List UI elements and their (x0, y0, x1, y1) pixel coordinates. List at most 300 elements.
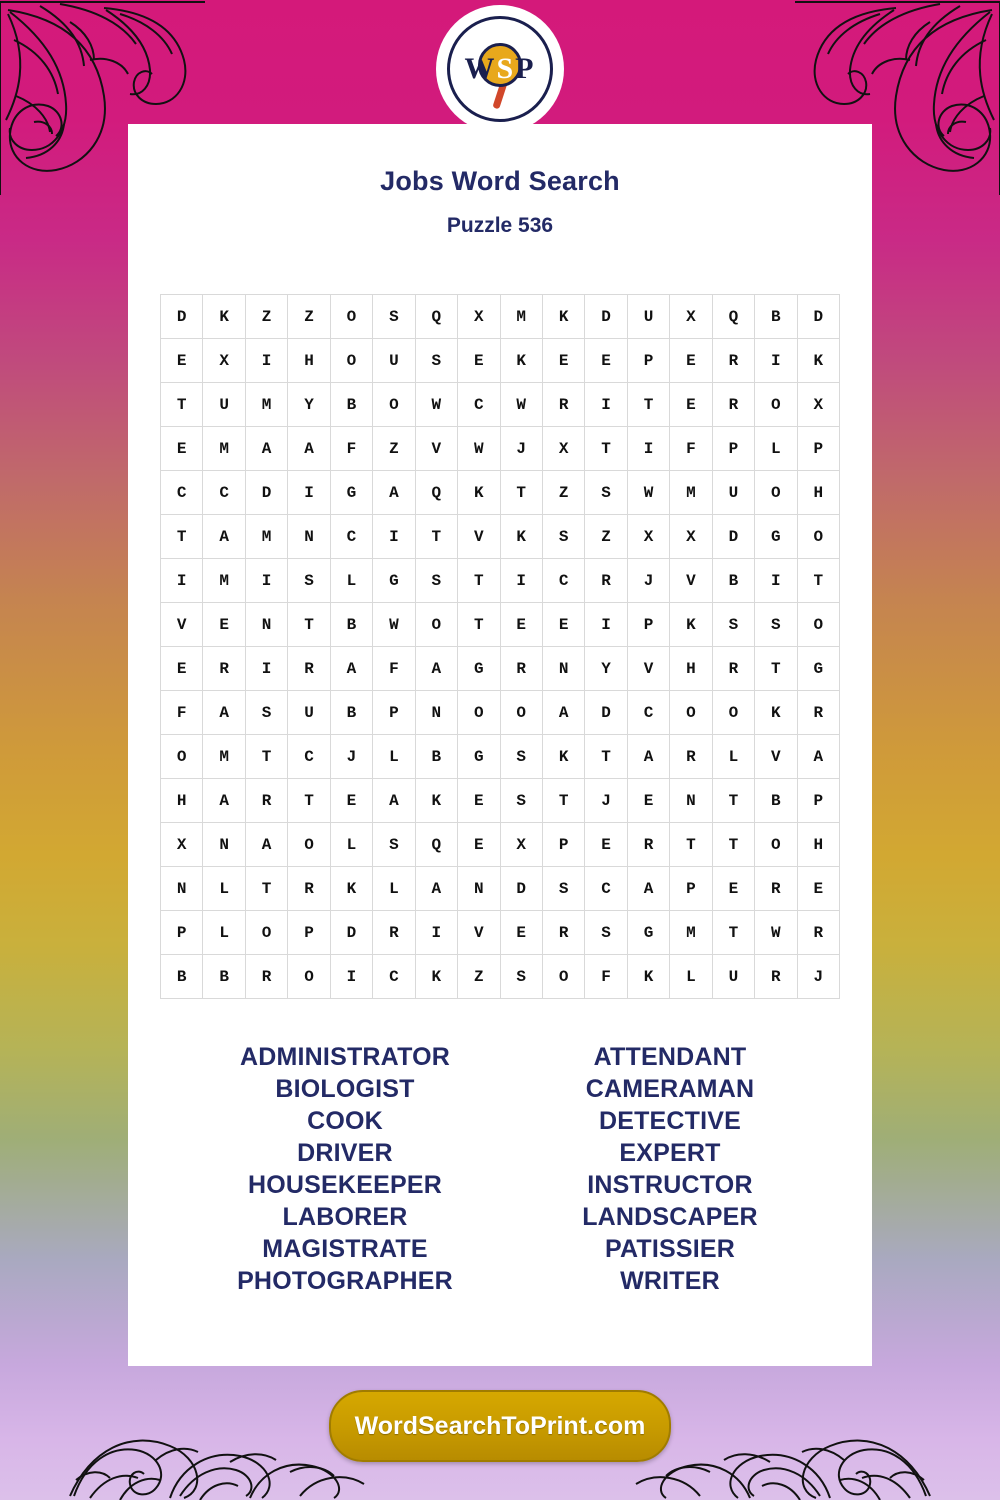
grid-cell[interactable]: M (670, 911, 712, 955)
website-button[interactable] (329, 1390, 671, 1462)
grid-cell[interactable]: T (755, 647, 797, 691)
grid-row (161, 427, 840, 471)
grid-cell[interactable]: K (797, 339, 839, 383)
grid-cell[interactable]: T (245, 867, 287, 911)
grid-cell[interactable]: O (670, 691, 712, 735)
grid-cell[interactable]: T (288, 779, 330, 823)
grid-row (161, 339, 840, 383)
grid-cell[interactable]: X (542, 427, 584, 471)
grid-cell[interactable]: V (458, 515, 500, 559)
grid-cell[interactable]: A (373, 779, 415, 823)
grid-cell[interactable]: I (500, 559, 542, 603)
grid-row (161, 867, 840, 911)
grid-cell[interactable]: K (500, 515, 542, 559)
grid-cell[interactable]: K (542, 735, 584, 779)
grid-cell[interactable]: N (245, 603, 287, 647)
grid-cell[interactable]: X (670, 295, 712, 339)
grid-cell[interactable]: K (458, 471, 500, 515)
grid-cell[interactable]: U (203, 383, 245, 427)
grid-cell[interactable]: D (330, 911, 372, 955)
grid-cell[interactable]: P (288, 911, 330, 955)
grid-cell[interactable]: E (161, 647, 203, 691)
grid-cell[interactable]: C (330, 515, 372, 559)
grid-cell[interactable]: S (373, 823, 415, 867)
grid-cell[interactable]: V (161, 603, 203, 647)
grid-cell[interactable]: R (288, 867, 330, 911)
grid-cell[interactable]: E (585, 339, 627, 383)
grid-row (161, 779, 840, 823)
grid-cell[interactable]: O (712, 691, 754, 735)
grid-cell[interactable]: C (585, 867, 627, 911)
grid-cell[interactable]: O (755, 471, 797, 515)
page-title: Jobs Word Search (380, 166, 620, 196)
grid-cell[interactable]: D (245, 471, 287, 515)
logo-inner-circle (447, 16, 553, 122)
grid-cell[interactable]: R (755, 955, 797, 999)
grid-cell[interactable]: S (415, 339, 457, 383)
word-list-column-left (230, 1041, 460, 1297)
grid-cell[interactable]: A (415, 867, 457, 911)
grid-cell[interactable]: R (542, 911, 584, 955)
grid-row (161, 515, 840, 559)
grid-cell[interactable]: I (245, 339, 287, 383)
grid-cell[interactable]: T (670, 823, 712, 867)
grid-cell[interactable]: R (500, 647, 542, 691)
grid-cell[interactable]: Z (245, 295, 287, 339)
grid-cell[interactable]: B (330, 603, 372, 647)
grid-cell[interactable]: C (203, 471, 245, 515)
grid-cell[interactable]: L (712, 735, 754, 779)
grid-cell[interactable]: M (203, 559, 245, 603)
grid-cell[interactable]: A (415, 647, 457, 691)
word-list-item: DETECTIVE (598, 1107, 742, 1135)
grid-cell[interactable]: E (458, 339, 500, 383)
grid-cell[interactable]: E (203, 603, 245, 647)
logo-letters (464, 52, 535, 86)
grid-cell[interactable]: F (161, 691, 203, 735)
letter-grid-container (160, 294, 840, 999)
grid-row (161, 559, 840, 603)
grid-cell[interactable]: T (712, 911, 754, 955)
grid-cell[interactable]: G (458, 647, 500, 691)
grid-cell[interactable]: T (458, 603, 500, 647)
word-list-item: ATTENDANT (593, 1043, 747, 1071)
grid-cell[interactable]: I (627, 427, 669, 471)
grid-cell[interactable]: I (373, 515, 415, 559)
logo-letter-s: S (496, 52, 516, 85)
grid-cell[interactable]: R (670, 735, 712, 779)
grid-cell[interactable]: G (755, 515, 797, 559)
grid-row (161, 295, 840, 339)
grid-cell[interactable]: L (373, 735, 415, 779)
grid-cell[interactable]: W (755, 911, 797, 955)
grid-cell[interactable]: R (712, 647, 754, 691)
grid-cell[interactable]: X (161, 823, 203, 867)
grid-cell[interactable]: I (161, 559, 203, 603)
grid-row (161, 911, 840, 955)
grid-cell[interactable]: T (542, 779, 584, 823)
grid-cell[interactable]: F (330, 427, 372, 471)
grid-cell[interactable]: R (712, 383, 754, 427)
grid-cell[interactable]: H (161, 779, 203, 823)
grid-cell[interactable]: M (245, 383, 287, 427)
grid-cell[interactable]: D (797, 295, 839, 339)
grid-cell[interactable]: R (627, 823, 669, 867)
word-list-item: INSTRUCTOR (587, 1171, 753, 1199)
grid-cell[interactable]: S (288, 559, 330, 603)
grid-cell[interactable]: Z (585, 515, 627, 559)
grid-cell[interactable]: O (415, 603, 457, 647)
grid-cell[interactable]: I (755, 339, 797, 383)
grid-cell[interactable]: P (627, 603, 669, 647)
word-list-item: HOUSEKEEPER (248, 1171, 442, 1199)
grid-cell[interactable]: I (288, 471, 330, 515)
grid-cell[interactable]: O (797, 603, 839, 647)
grid-cell[interactable]: O (797, 515, 839, 559)
grid-cell[interactable]: O (755, 383, 797, 427)
grid-cell[interactable]: R (542, 383, 584, 427)
grid-cell[interactable]: W (415, 383, 457, 427)
grid-cell[interactable]: G (797, 647, 839, 691)
logo-letter-w: W (464, 52, 497, 85)
grid-cell[interactable]: E (712, 867, 754, 911)
grid-cell[interactable]: A (627, 735, 669, 779)
grid-cell[interactable]: H (797, 823, 839, 867)
grid-cell[interactable]: F (670, 427, 712, 471)
grid-cell[interactable]: E (797, 867, 839, 911)
grid-cell[interactable]: B (203, 955, 245, 999)
grid-cell[interactable]: H (797, 471, 839, 515)
grid-cell[interactable]: P (670, 867, 712, 911)
grid-cell[interactable]: K (627, 955, 669, 999)
grid-cell[interactable]: A (627, 867, 669, 911)
grid-cell[interactable]: R (712, 339, 754, 383)
grid-cell[interactable]: A (203, 515, 245, 559)
word-list-item: CAMERAMAN (585, 1075, 755, 1103)
grid-cell[interactable]: N (415, 691, 457, 735)
grid-cell[interactable]: T (161, 515, 203, 559)
grid-cell[interactable]: P (627, 339, 669, 383)
grid-cell[interactable]: A (373, 471, 415, 515)
grid-cell[interactable]: L (670, 955, 712, 999)
grid-cell[interactable]: T (458, 559, 500, 603)
grid-cell[interactable]: O (755, 823, 797, 867)
grid-cell[interactable]: M (203, 427, 245, 471)
grid-cell[interactable]: A (542, 691, 584, 735)
grid-cell[interactable]: E (670, 383, 712, 427)
grid-cell[interactable]: Y (585, 647, 627, 691)
grid-cell[interactable]: S (500, 955, 542, 999)
grid-cell[interactable]: S (500, 735, 542, 779)
grid-cell[interactable]: E (670, 339, 712, 383)
grid-cell[interactable]: G (330, 471, 372, 515)
grid-cell[interactable]: T (585, 427, 627, 471)
grid-cell[interactable]: Q (712, 295, 754, 339)
grid-cell[interactable]: V (670, 559, 712, 603)
grid-cell[interactable]: Y (288, 383, 330, 427)
grid-cell[interactable]: O (245, 911, 287, 955)
grid-cell[interactable]: L (203, 867, 245, 911)
word-list-item: DRIVER (297, 1139, 393, 1167)
word-list-item: LABORER (282, 1203, 408, 1231)
grid-cell[interactable]: B (161, 955, 203, 999)
grid-cell[interactable]: P (161, 911, 203, 955)
grid-cell[interactable]: D (500, 867, 542, 911)
grid-cell[interactable]: M (203, 735, 245, 779)
puzzle-number: Puzzle 536 (446, 214, 554, 237)
grid-cell[interactable]: K (203, 295, 245, 339)
grid-cell[interactable]: C (542, 559, 584, 603)
grid-row (161, 691, 840, 735)
grid-cell[interactable]: Q (415, 823, 457, 867)
word-list (128, 1041, 872, 1297)
grid-cell[interactable]: A (245, 823, 287, 867)
grid-cell[interactable]: T (288, 603, 330, 647)
grid-cell[interactable]: E (500, 911, 542, 955)
grid-cell[interactable]: S (542, 867, 584, 911)
grid-cell[interactable]: E (458, 823, 500, 867)
grid-cell[interactable]: L (330, 823, 372, 867)
grid-cell[interactable]: R (288, 647, 330, 691)
grid-cell[interactable]: T (712, 779, 754, 823)
grid-cell[interactable]: E (161, 427, 203, 471)
grid-cell[interactable]: F (585, 955, 627, 999)
puzzle-sheet (128, 124, 872, 1366)
grid-cell[interactable]: N (288, 515, 330, 559)
word-list-item: ADMINISTRATOR (240, 1043, 450, 1071)
grid-cell[interactable]: S (755, 603, 797, 647)
grid-cell[interactable]: O (458, 691, 500, 735)
grid-cell[interactable]: R (245, 955, 287, 999)
grid-cell[interactable]: I (415, 911, 457, 955)
grid-cell[interactable]: E (500, 603, 542, 647)
grid-cell[interactable]: E (542, 603, 584, 647)
grid-cell[interactable]: W (373, 603, 415, 647)
logo-letter-p: P (515, 52, 536, 85)
grid-cell[interactable]: E (330, 779, 372, 823)
grid-cell[interactable]: V (415, 427, 457, 471)
grid-cell[interactable]: E (627, 779, 669, 823)
grid-cell[interactable]: M (670, 471, 712, 515)
grid-cell[interactable]: C (288, 735, 330, 779)
grid-cell[interactable]: X (797, 383, 839, 427)
grid-cell[interactable]: T (415, 515, 457, 559)
grid-cell[interactable]: P (542, 823, 584, 867)
grid-cell[interactable]: V (755, 735, 797, 779)
website-label: WordSearchToPrint.com (354, 1411, 646, 1440)
grid-cell[interactable]: P (712, 427, 754, 471)
grid-cell[interactable]: C (458, 383, 500, 427)
grid-cell[interactable]: R (755, 867, 797, 911)
grid-cell[interactable]: E (585, 823, 627, 867)
grid-cell[interactable]: I (245, 647, 287, 691)
grid-cell[interactable]: D (585, 691, 627, 735)
grid-cell[interactable]: N (203, 823, 245, 867)
grid-cell[interactable]: O (288, 823, 330, 867)
grid-cell[interactable]: P (373, 691, 415, 735)
grid-cell[interactable]: W (458, 427, 500, 471)
grid-cell[interactable]: P (797, 779, 839, 823)
grid-cell[interactable]: K (415, 779, 457, 823)
grid-cell[interactable]: A (203, 779, 245, 823)
grid-cell[interactable]: A (245, 427, 287, 471)
grid-cell[interactable]: U (627, 295, 669, 339)
grid-cell[interactable]: B (712, 559, 754, 603)
grid-cell[interactable]: T (797, 559, 839, 603)
grid-cell[interactable]: P (797, 427, 839, 471)
grid-cell[interactable]: K (415, 955, 457, 999)
site-logo (439, 8, 561, 130)
word-list-item: MAGISTRATE (262, 1235, 428, 1263)
grid-cell[interactable]: K (500, 339, 542, 383)
word-list-item: LANDSCAPER (582, 1203, 758, 1231)
grid-cell[interactable]: O (288, 955, 330, 999)
grid-cell[interactable]: C (373, 955, 415, 999)
grid-cell[interactable]: K (670, 603, 712, 647)
grid-cell[interactable]: S (415, 559, 457, 603)
grid-cell[interactable]: K (330, 867, 372, 911)
grid-cell[interactable]: R (245, 779, 287, 823)
word-list-column-right (570, 1041, 770, 1297)
grid-cell[interactable]: D (712, 515, 754, 559)
grid-cell[interactable]: O (161, 735, 203, 779)
grid-cell[interactable]: N (161, 867, 203, 911)
grid-cell[interactable]: R (585, 559, 627, 603)
grid-cell[interactable]: J (797, 955, 839, 999)
grid-row (161, 823, 840, 867)
grid-cell[interactable]: A (203, 691, 245, 735)
grid-cell[interactable]: R (373, 911, 415, 955)
grid-cell[interactable]: I (245, 559, 287, 603)
grid-cell[interactable]: N (542, 647, 584, 691)
grid-cell[interactable]: E (161, 339, 203, 383)
grid-cell[interactable]: Z (288, 295, 330, 339)
grid-row (161, 383, 840, 427)
grid-cell[interactable]: G (458, 735, 500, 779)
grid-cell[interactable]: I (330, 955, 372, 999)
grid-cell[interactable]: U (712, 955, 754, 999)
grid-cell[interactable]: W (627, 471, 669, 515)
grid-cell[interactable]: O (330, 295, 372, 339)
grid-cell[interactable]: U (288, 691, 330, 735)
grid-cell[interactable]: C (161, 471, 203, 515)
word-list-item: PHOTOGRAPHER (237, 1267, 453, 1295)
word-list-item: COOK (307, 1107, 383, 1135)
grid-cell[interactable]: S (712, 603, 754, 647)
grid-cell[interactable]: M (500, 295, 542, 339)
grid-cell[interactable]: O (542, 955, 584, 999)
grid-cell[interactable]: X (627, 515, 669, 559)
grid-cell[interactable]: T (161, 383, 203, 427)
grid-cell[interactable]: X (203, 339, 245, 383)
grid-cell[interactable]: L (373, 867, 415, 911)
grid-cell[interactable]: B (755, 779, 797, 823)
grid-cell[interactable]: T (712, 823, 754, 867)
grid-cell[interactable]: G (373, 559, 415, 603)
grid-cell[interactable]: O (330, 339, 372, 383)
grid-cell[interactable]: I (585, 383, 627, 427)
grid-cell[interactable]: C (627, 691, 669, 735)
grid-cell[interactable]: K (755, 691, 797, 735)
grid-cell[interactable]: A (330, 647, 372, 691)
grid-cell[interactable]: T (585, 735, 627, 779)
grid-cell[interactable]: J (330, 735, 372, 779)
grid-cell[interactable]: H (288, 339, 330, 383)
grid-cell[interactable]: R (203, 647, 245, 691)
grid-cell[interactable]: B (755, 295, 797, 339)
grid-cell[interactable]: V (458, 911, 500, 955)
grid-row (161, 647, 840, 691)
grid-cell[interactable]: F (373, 647, 415, 691)
grid-cell[interactable]: B (330, 383, 372, 427)
grid-cell[interactable]: R (797, 911, 839, 955)
grid-cell[interactable]: N (458, 867, 500, 911)
grid-cell[interactable]: U (373, 339, 415, 383)
grid-cell[interactable]: S (542, 515, 584, 559)
grid-cell[interactable]: I (755, 559, 797, 603)
grid-cell[interactable]: W (500, 383, 542, 427)
grid-cell[interactable]: S (585, 471, 627, 515)
grid-cell[interactable]: B (330, 691, 372, 735)
grid-cell[interactable]: T (245, 735, 287, 779)
grid-cell[interactable]: S (373, 295, 415, 339)
grid-cell[interactable]: K (542, 295, 584, 339)
grid-cell[interactable]: N (670, 779, 712, 823)
word-list-item: WRITER (620, 1267, 720, 1295)
grid-cell[interactable]: X (500, 823, 542, 867)
letter-grid[interactable] (160, 294, 840, 999)
grid-cell[interactable]: H (670, 647, 712, 691)
grid-cell[interactable]: T (627, 383, 669, 427)
grid-cell[interactable]: L (203, 911, 245, 955)
grid-cell[interactable]: A (288, 427, 330, 471)
grid-cell[interactable]: D (161, 295, 203, 339)
grid-cell[interactable]: M (245, 515, 287, 559)
grid-cell[interactable]: Q (415, 471, 457, 515)
grid-cell[interactable]: O (500, 691, 542, 735)
grid-cell[interactable]: A (797, 735, 839, 779)
grid-cell[interactable]: Q (415, 295, 457, 339)
grid-cell[interactable]: E (542, 339, 584, 383)
grid-cell[interactable]: X (670, 515, 712, 559)
grid-cell[interactable]: S (585, 911, 627, 955)
grid-cell[interactable]: J (627, 559, 669, 603)
grid-cell[interactable]: S (500, 779, 542, 823)
grid-cell[interactable]: Z (458, 955, 500, 999)
grid-cell[interactable]: U (712, 471, 754, 515)
grid-cell[interactable]: S (245, 691, 287, 735)
grid-row (161, 603, 840, 647)
grid-cell[interactable]: J (500, 427, 542, 471)
grid-cell[interactable]: R (797, 691, 839, 735)
grid-cell[interactable]: L (330, 559, 372, 603)
grid-row (161, 735, 840, 779)
grid-cell[interactable]: V (627, 647, 669, 691)
grid-cell[interactable]: X (458, 295, 500, 339)
grid-cell[interactable]: I (585, 603, 627, 647)
grid-cell[interactable]: B (415, 735, 457, 779)
grid-cell[interactable]: T (500, 471, 542, 515)
grid-cell[interactable]: D (585, 295, 627, 339)
grid-cell[interactable]: Z (542, 471, 584, 515)
grid-cell[interactable]: O (373, 383, 415, 427)
grid-cell[interactable]: E (458, 779, 500, 823)
grid-cell[interactable]: Z (373, 427, 415, 471)
grid-cell[interactable]: J (585, 779, 627, 823)
grid-cell[interactable]: L (755, 427, 797, 471)
grid-row (161, 471, 840, 515)
grid-cell[interactable]: G (627, 911, 669, 955)
